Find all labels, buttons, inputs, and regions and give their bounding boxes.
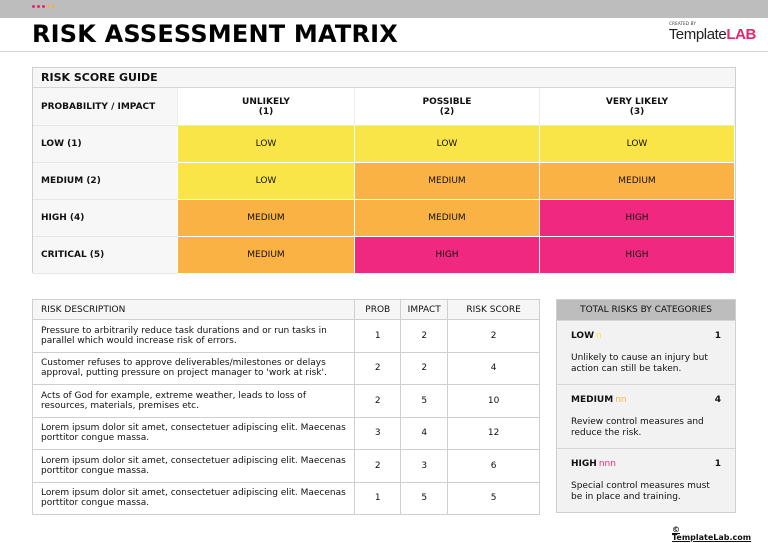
dot [47,5,50,8]
dot [32,5,35,8]
risk-table-header [33,300,540,320]
guide-row-label: MEDIUM (2) [33,163,178,200]
category-low [557,320,735,384]
guide-col-header: UNLIKELY (1) [178,88,355,126]
guide-title: RISK SCORE GUIDE [33,68,735,88]
risk-score: 5 [448,482,540,515]
top-bar [0,0,768,18]
category-dots: n [596,331,602,341]
risk-impact: 2 [401,352,448,385]
guide-row-label: LOW (1) [33,126,178,163]
guide-cell: LOW [178,163,355,200]
risk-prob: 2 [355,352,401,385]
col-header-prob: PROB [355,300,401,320]
guide-cell: HIGH [540,237,735,274]
dot [42,5,45,8]
category-dots: nn [615,395,627,405]
risk-description: Lorem ipsum dolor sit amet, consectetuer adipiscing elit. Maecenas porttitor congue massa. [33,450,355,483]
table-row [33,320,540,353]
guide-cell: HIGH [355,237,540,274]
page-title: RISK ASSESSMENT MATRIX [32,20,398,48]
risk-score: 4 [448,352,540,385]
risk-description: Customer refuses to approve deliverables/milestones or delays approval, putting pressure on project manager to 'work at risk'. [33,352,355,385]
risk-score-guide [32,67,736,273]
guide-cell: MEDIUM [178,237,355,274]
category-description: Special control measures must be in place and training. [571,481,710,502]
guide-cell: MEDIUM [355,200,540,237]
guide-cell: HIGH [540,200,735,237]
table-row [33,417,540,450]
category-label: HIGH [571,459,597,469]
risk-score: 2 [448,320,540,353]
risk-impact: 3 [401,450,448,483]
table-row [33,482,540,515]
risk-score: 6 [448,450,540,483]
guide-cell: MEDIUM [355,163,540,200]
top-dots [32,5,55,9]
category-description: Review control measures and reduce the risk. [571,417,704,438]
logo-small-text: CREATED BY [669,21,696,26]
risk-description: Acts of God for example, extreme weather, leads to loss of resources, materials, premises etc. [33,385,355,418]
totals-title: TOTAL RISKS BY CATEGORIES [557,300,735,320]
risk-score: 12 [448,417,540,450]
guide-cell: LOW [355,126,540,163]
table-row [33,352,540,385]
risk-prob: 2 [355,450,401,483]
risk-description: Lorem ipsum dolor sit amet, consectetuer adipiscing elit. Maecenas porttitor congue massa. [33,417,355,450]
guide-cell: MEDIUM [178,200,355,237]
table-row [33,450,540,483]
header-divider [0,51,768,52]
risk-prob: 1 [355,320,401,353]
category-dots: nnn [598,459,616,469]
risk-table [32,299,540,515]
guide-col-header: VERY LIKELY (3) [540,88,735,126]
total-risks-panel [556,299,736,513]
category-count: 1 [714,459,721,469]
table-row [33,385,540,418]
category-medium [557,384,735,448]
guide-corner-label: PROBABILITY / IMPACT [33,88,178,126]
guide-col-header: POSSIBLE (2) [355,88,540,126]
risk-description: Lorem ipsum dolor sit amet, consectetuer adipiscing elit. Maecenas porttitor congue massa. [33,482,355,515]
category-count: 1 [714,331,721,341]
templatelab-footer-link[interactable]: © TemplateLab.com [672,525,752,542]
col-header-impact: IMPACT [401,300,448,320]
col-header-risk-score: RISK SCORE [448,300,540,320]
guide-row-label: CRITICAL (5) [33,237,178,274]
dot [52,5,55,8]
risk-prob: 3 [355,417,401,450]
logo-brand: TemplateLAB [668,26,756,43]
guide-row-label: HIGH (4) [33,200,178,237]
risk-impact: 4 [401,417,448,450]
category-high [557,448,735,512]
guide-cell: MEDIUM [540,163,735,200]
category-label: MEDIUM [571,395,614,405]
col-header-description: RISK DESCRIPTION [33,300,355,320]
risk-impact: 2 [401,320,448,353]
guide-grid [33,88,735,274]
category-description: Unlikely to cause an injury but action can still be taken. [571,353,708,374]
category-count: 4 [714,395,721,405]
guide-cell: LOW [540,126,735,163]
risk-prob: 1 [355,482,401,515]
dot [37,5,40,8]
risk-prob: 2 [355,385,401,418]
templatelab-logo [669,22,756,42]
risk-description: Pressure to arbitrarily reduce task durations and or run tasks in parallel which would increase risk of errors. [33,320,355,353]
risk-score: 10 [448,385,540,418]
risk-impact: 5 [401,482,448,515]
category-label: LOW [571,331,594,341]
risk-impact: 5 [401,385,448,418]
guide-cell: LOW [178,126,355,163]
